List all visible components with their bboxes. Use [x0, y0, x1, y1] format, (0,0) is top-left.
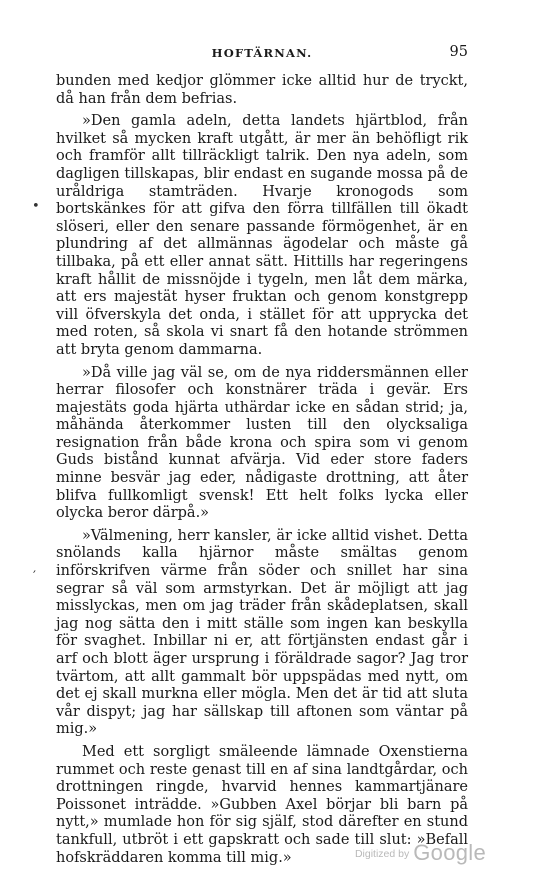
paragraph: »Välmening, herr kansler, är icke alltid vishet. Detta snölands kalla hjärnor måste smältas genom införskrifven värme från söder och snillet har sina segrar så väl som armstyrkan. Det är möjligt att jag misslyckas, men om jag träder från skådeplatsen, skall jag nog sätta den i mitt ställe som ingen kan beskylla för svaghet. Inbillar ni er, att förtjänsten endast går i arf och blott äger ursprung i föräldrade sagor? Jag tror tvärtom, att allt gammalt bör uppspädas med nytt, om det ej skall murkna eller mögla. Men det är tid att sluta vår dispyt; jag har sällskap till aftonen som väntar på mig.»	[56, 527, 468, 738]
watermark-prefix: Digitized by	[354, 848, 410, 860]
margin-dot-mark: •	[32, 199, 40, 214]
margin-tick-mark: ′	[33, 569, 36, 584]
google-logo-text: Google	[413, 840, 486, 865]
paragraph: »Den gamla adeln, detta landets hjärtblod, från hvilket så mycken kraft utgått, är mer än behöfligt rik och framför allt tillräckligt talrik. Den nya adeln, som dagligen tillskapas, blir endast en sugande mossa på de uråldriga stamträden. Hvarje kronogods som bortskänkes för att gifva den förra tillfällen till ökadt slöseri, eller den senare passande förmögenhet, är en plundring af det allmännas ägodelar och måste gå tillbaka, på ett eller annat sätt. Hittills har regeringens kraft hållit de missnöjde i tygeln, men låt dem märka, att ers majestät hyser fruktan och genom konstgrepp vill öfverskyla det onda, i stället för att upprycka det med roten, så skola vi snart få den hotande strömmen att bryta genom dammarna.	[56, 113, 468, 358]
running-head	[56, 46, 468, 64]
body-text	[56, 73, 468, 867]
running-title: HOFTÄRNAN.	[211, 46, 313, 60]
paragraph-continuation: bunden med kedjor glömmer icke alltid hur de tryckt, då han från dem befrias.	[56, 73, 468, 107]
paragraph: Med ett sorgligt smäleende lämnade Oxenstierna rummet och reste genast till en af sina landtgårdar, och drottningen ringde, hvarvid hennes kammartjänare Poissonet inträdde. »Gubben Axel börjar bli barn på nytt,» mumlade hon för sig själf, stod därefter en stund tankfull, utbröt i ett gapskratt och sade till slut: »Befall hofskräddaren komma till mig.»	[56, 743, 468, 866]
paragraph: »Då ville jag väl se, om de nya riddersmännen eller herrar filosofer och konstnärer träda i gevär. Ers majestäts goda hjärta uthärdar icke en sådan strid; ja, måhända återkommer lusten till den olycksaliga resignation från både krona och spira som vi genom Guds bistånd kunnat afvärja. Vid eder store faders minne besvär jag eder, nådigaste drottning, att åter blifva fullkomligt svensk! Ett helt folks lycka eller olycka beror därpå.»	[56, 364, 468, 522]
page-number: 95	[449, 44, 468, 60]
digitization-watermark	[355, 840, 486, 866]
